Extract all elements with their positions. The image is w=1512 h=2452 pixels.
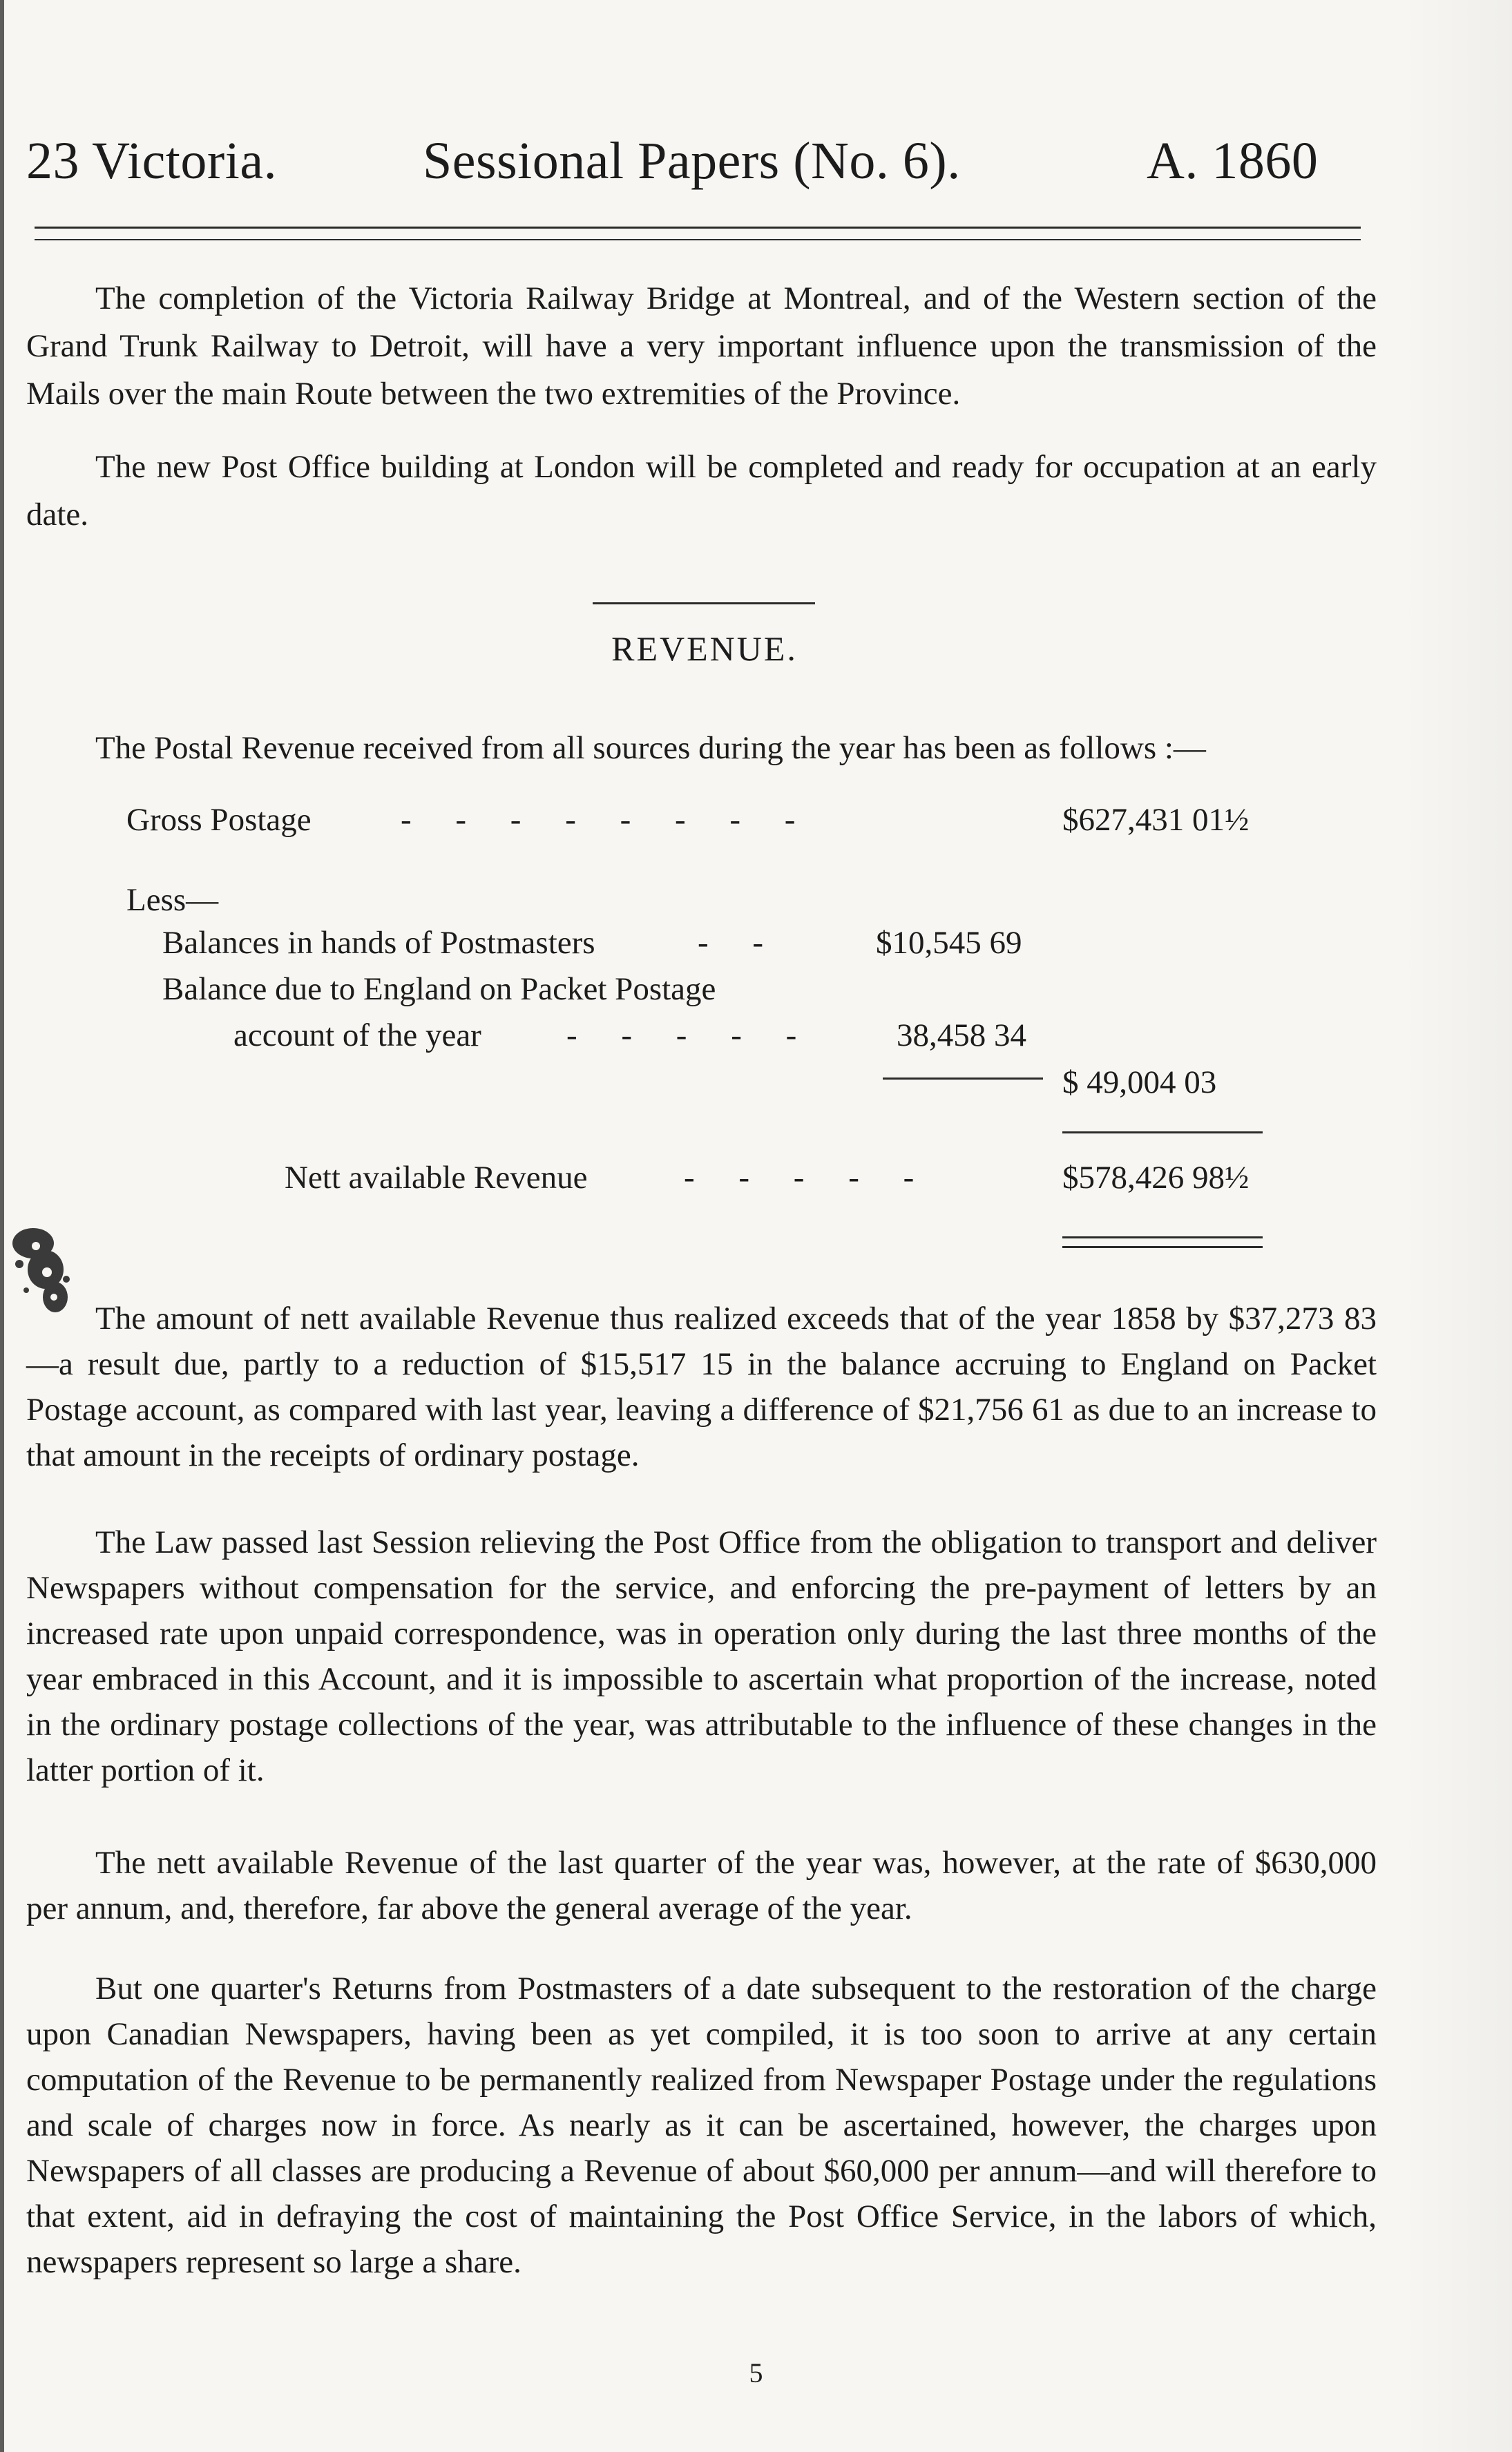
paragraph-newspaper-postage: But one quarter's Returns from Postmasters of a date subsequent to the restoration of the charge upon Canadian Newspapers, having been as yet compiled, it is too soon to arrive at any certain computation of the Revenue to be permanently realized from Newspaper Postage under the regulations and scale of charges now in force. As nearly as it can be ascertained, however, the charges upon Newspapers of all classes are producing a Revenue of about $60,000 per annum—and will therefore to that extent, aid in defraying the cost of maintaining the Post Office Service, in the labors of which, newspapers represent so large a share. [26,1971,1377,2280]
page-edge-tint [1401,0,1512,2452]
page-number: 5 [749,2357,763,2388]
subtotal-rule [883,1077,1043,1080]
gross-postage-amount: $627,431 01½ [1062,802,1250,838]
revenue-lead-text: The Postal Revenue received from all sources during the year has been as follows :— [95,730,1206,766]
england-balance-amount: 38,458 34 [897,1017,1026,1053]
paragraph-nett-revenue-comparison: The amount of nett available Revenue thus realized exceeds that of the year 1858 by $37,273 83—a result due, partly to a reduction of $15,517 15 in the balance accruing to England on Packet Postage account, as compared with last year, leaving a difference of $21,756 61 as due to an increase to that amount in the receipts of ordinary postage. [26,1301,1377,1473]
paragraph-london-post-office: The new Post Office building at London will be completed and ready for occupation at an early date. [26,449,1377,533]
section-divider [593,602,815,604]
section-title-revenue: REVENUE. [611,629,798,668]
nett-double-rule-top [1062,1236,1263,1238]
nett-revenue-label: Nett available Revenue [285,1160,588,1196]
page-edge-shadow [0,0,4,2452]
nett-revenue-amount: $578,426 98½ [1062,1160,1250,1196]
header-rule-bottom [35,239,1361,240]
balances-postmasters-amount: $10,545 69 [876,925,1022,961]
header-right-year: A. 1860 [1147,132,1319,190]
header-rule-top [35,227,1361,229]
total-rule [1062,1131,1263,1133]
nett-revenue-leader: - - - - - [684,1160,932,1196]
balances-postmasters-label: Balances in hands of Postmasters [162,925,595,961]
header-center-title: Sessional Papers (No. 6). [423,132,961,190]
less-label: Less— [126,882,219,918]
england-balance-label-line1: Balance due to England on Packet Postage [162,971,716,1007]
balances-postmasters-leader: - - [698,925,782,961]
england-balance-label-line2: account of the year [233,1017,481,1053]
gross-postage-label: Gross Postage [126,802,312,838]
gross-postage-leader: - - - - - - - - [401,802,814,838]
paragraph-law-passed: The Law passed last Session relieving the Post Office from the obligation to transport and deliver Newspapers without compensation for the service, and enforcing the pre-payment of letters by an increased rate upon unpaid correspondence, was in operation only during the last three months of the year embraced in this Account, and it is impossible to ascertain what proportion of the increase, noted in the ordinary postage collections of the year, was attributable to the influence of these changes in the latter portion of it. [26,1524,1377,1788]
paragraph-bridge-influence: The completion of the Victoria Railway Bridge at Montreal, and of the Western section of the Grand Trunk Railway to Detroit, will have a very important influence upon the transmission of the Mails over the main Route between the two extremities of the Province. [26,280,1377,412]
paragraph-last-quarter: The nett available Revenue of the last quarter of the year was, however, at the rate of $630,000 per annum, and, therefore, far above the general average of the year. [26,1845,1377,1926]
england-balance-leader: - - - - - [566,1017,815,1053]
subtotal-amount: $ 49,004 03 [1062,1064,1217,1100]
header-left-session: 23 Victoria. [26,132,278,190]
nett-double-rule-bottom [1062,1246,1263,1248]
